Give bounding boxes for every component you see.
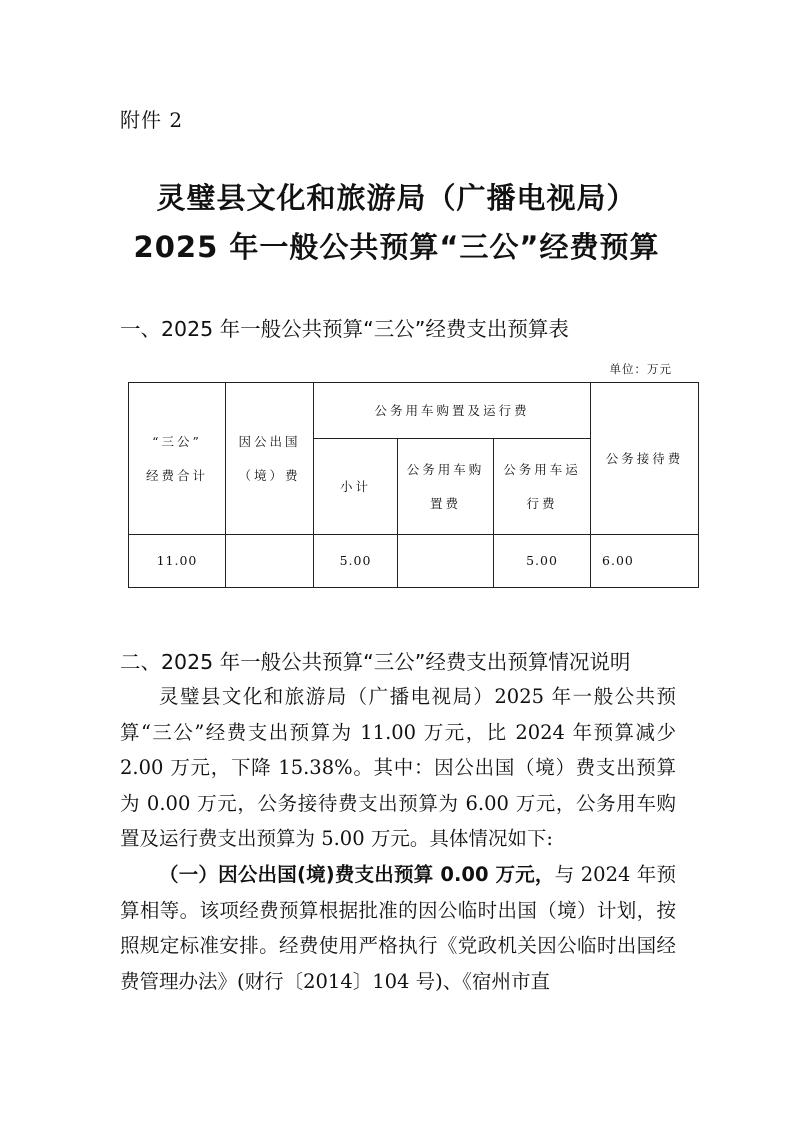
paragraph-2: [120, 857, 676, 999]
explanation-body: [120, 679, 676, 999]
header-operation-line1: 公务用车运: [503, 461, 581, 477]
header-abroad-line2: （境）费: [238, 467, 301, 483]
header-purchase-line2: 置费: [429, 495, 461, 511]
table-row: [129, 535, 699, 588]
attachment-label: 附件 2: [120, 108, 184, 132]
section1-heading: 一、2025 年一般公共预算“三公”经费支出预算表: [120, 317, 569, 341]
header-abroad-line1: 因公出国: [238, 433, 301, 449]
header-operation-line2: 行费: [526, 495, 558, 511]
cell-abroad: [226, 535, 314, 588]
paragraph-2-bold-lead: （一）因公出国(境)费支出预算 0.00 万元，: [159, 862, 555, 886]
header-purchase-line1: 公务用车购: [406, 461, 485, 477]
document-title-line2: 2025 年一般公共预算“三公”经费预算: [133, 230, 660, 264]
unit-label: 单位：万元: [609, 362, 672, 376]
header-vehicle-group: 公务用车购置及运行费: [314, 383, 591, 439]
cell-purchase: [398, 535, 494, 588]
header-reception: 公务接待费: [591, 383, 699, 535]
table-header-row-1: [129, 383, 699, 439]
header-abroad-cell: [226, 383, 314, 535]
section2-heading: 二、2025 年一般公共预算“三公”经费支出预算情况说明: [120, 650, 631, 674]
cell-total: 11.00: [129, 535, 226, 588]
header-subtotal: 小计: [314, 439, 398, 535]
paragraph-2-text: 与 2024 年预算相等。该项经费预算根据批准的因公临时出国（境）计划，按照规定标准安排。经费使用严格执行《党政机关因公临时出国经费管理办法》(财行〔2014〕104 号)、《宿州市直: [120, 862, 677, 993]
header-purchase-cell: [398, 439, 494, 535]
header-operation-cell: [494, 439, 591, 535]
header-total-line2: 经费合计: [145, 467, 208, 483]
budget-table: [128, 382, 699, 588]
cell-subtotal: 5.00: [314, 535, 398, 588]
cell-operation: 5.00: [494, 535, 591, 588]
header-total-line1: “三公”: [152, 433, 202, 449]
paragraph-1: 灵璧县文化和旅游局（广播电视局）2025 年一般公共预算“三公”经费支出预算为 11.00 万元，比 2024 年预算减少 2.00 万元，下降 15.38%。其中：因公出国（境）费支出预算为 0.00 万元，公务接待费支出预算为 6.00 万元，公务用车购置及运行费支出预算为 5.00 万元。具体情况如下:: [120, 685, 676, 851]
document-title-line1: 灵璧县文化和旅游局（广播电视局）: [156, 181, 637, 215]
header-total-cell: [129, 383, 226, 535]
cell-reception: 6.00: [591, 535, 699, 588]
